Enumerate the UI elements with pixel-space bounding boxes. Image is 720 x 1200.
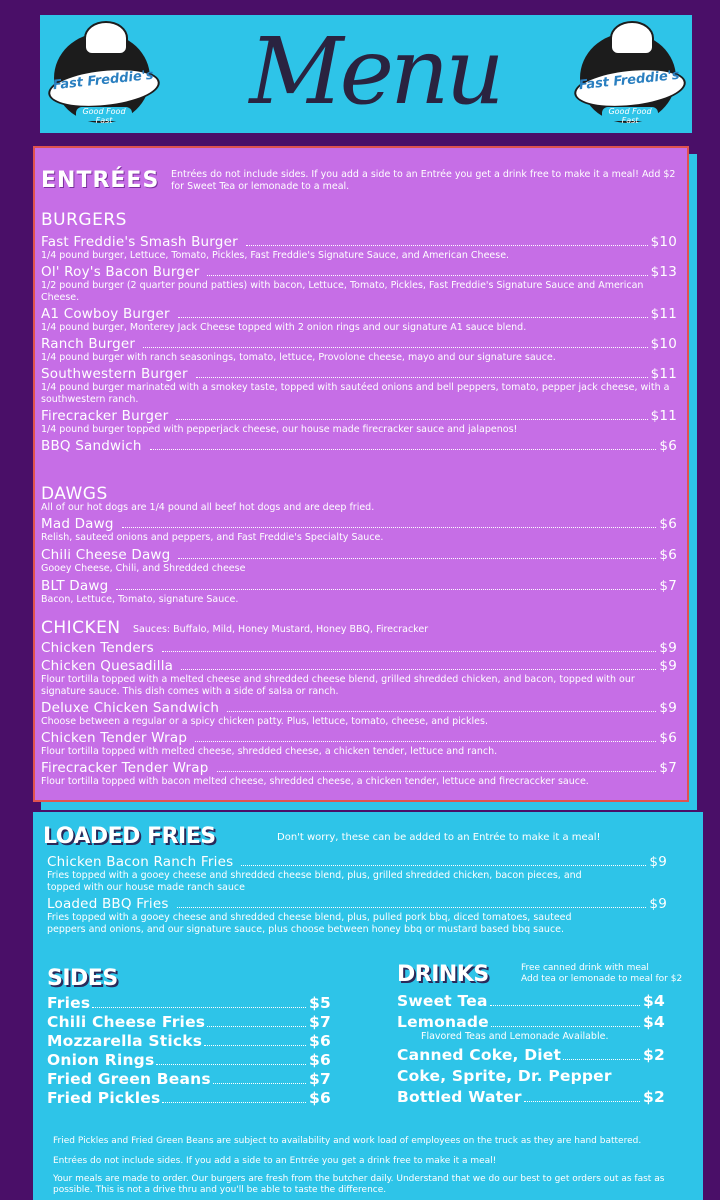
menu-item-row <box>41 547 677 563</box>
chef-hat-icon <box>610 21 654 55</box>
logo-left <box>48 21 158 127</box>
menu-item-row <box>47 1070 331 1088</box>
item-name: Sweet Tea <box>397 992 488 1010</box>
sides-heading: SIDES <box>47 966 118 991</box>
chicken-heading: CHICKEN <box>41 618 121 638</box>
loaded-fries-note: Don't worry, these can be added to an Entrée to make it a meal! <box>277 832 601 843</box>
burgers-list <box>41 234 677 456</box>
item-price: $10 <box>650 336 677 352</box>
dot-leader <box>122 527 657 528</box>
menu-item <box>397 1013 665 1043</box>
item-name: Deluxe Chicken Sandwich <box>41 700 220 716</box>
item-name: Chicken Tender Wrap <box>41 730 188 746</box>
menu-item <box>41 366 677 406</box>
menu-item-row <box>47 1032 331 1050</box>
menu-item <box>41 336 677 364</box>
item-price: $6 <box>309 1032 331 1050</box>
item-price: $4 <box>643 992 665 1010</box>
logo-name: Fast Freddie's <box>52 67 155 94</box>
dawgs-heading: DAWGS <box>41 484 108 504</box>
item-description: 1/4 pound burger with ranch seasonings, tomato, lettuce, Provolone cheese, mayo and our signature sauce. <box>41 352 556 363</box>
item-description: Choose between a regular or a spicy chicken patty. Plus, lettuce, tomato, cheese, and pickles. <box>41 716 488 727</box>
menu-item-row <box>397 1067 665 1085</box>
menu-item <box>47 994 331 1012</box>
menu-item-row <box>47 1089 331 1107</box>
item-price: $7 <box>309 1013 331 1031</box>
dot-leader <box>178 558 656 559</box>
item-price: $10 <box>650 234 677 250</box>
item-price: $6 <box>309 1051 331 1069</box>
item-description: Relish, sauteed onions and peppers, and Fast Freddie's Specialty Sauce. <box>41 532 384 543</box>
dot-leader <box>207 275 647 276</box>
menu-item <box>41 578 677 606</box>
item-price: $2 <box>643 1088 665 1106</box>
menu-item <box>397 1088 665 1106</box>
item-name: Mad Dawg <box>41 516 114 532</box>
item-name: BLT Dawg <box>41 578 109 594</box>
item-price: $7 <box>659 760 677 776</box>
menu-item <box>41 438 677 454</box>
item-description: Gooey Cheese, Chili, and Shredded cheese <box>41 563 246 574</box>
item-price: $9 <box>659 658 677 674</box>
menu-item-row <box>41 760 677 776</box>
item-name: Coke, Sprite, Dr. Pepper <box>397 1067 612 1085</box>
menu-item <box>47 1013 331 1031</box>
item-name: Lemonade <box>397 1013 489 1031</box>
menu-item <box>397 992 665 1010</box>
item-price: $6 <box>659 516 677 532</box>
burgers-heading: BURGERS <box>41 210 127 230</box>
menu-item <box>41 547 677 575</box>
dot-leader <box>150 449 657 450</box>
fries-sides-drinks-panel <box>33 812 703 1200</box>
item-price: $7 <box>659 578 677 594</box>
item-name: Fast Freddie's Smash Burger <box>41 234 238 250</box>
dot-leader <box>207 1026 306 1027</box>
item-description: Flour tortilla topped with a melted cheese and shredded cheese blend, grilled shredded chicken, and bacon, topped with our signature sauce. This dish comes with a side of salsa or ranch. <box>41 674 635 697</box>
dot-leader <box>176 419 647 420</box>
drinks-heading: DRINKS <box>397 962 489 987</box>
menu-item-row <box>41 640 677 656</box>
footer-note-availability: Fried Pickles and Fried Green Beans are subject to availability and work load of employees on the truck as they are hand battered. <box>53 1136 642 1146</box>
menu-item <box>41 306 677 334</box>
menu-item-row <box>47 994 331 1012</box>
dot-leader <box>204 1045 306 1046</box>
dot-leader <box>116 589 656 590</box>
item-name: Canned Coke, Diet <box>397 1046 562 1064</box>
item-name: Loaded BBQ Fries <box>47 896 169 912</box>
chicken-list <box>41 640 677 790</box>
menu-item <box>397 1067 665 1085</box>
entrees-panel <box>33 146 689 802</box>
item-description: Flour tortilla topped with bacon melted cheese, shredded cheese, a chicken tender, lettuce and firecraccker sauce. <box>41 776 589 787</box>
item-price: $6 <box>659 438 677 454</box>
item-name: Ol' Roy's Bacon Burger <box>41 264 200 280</box>
menu-item-row <box>41 366 677 382</box>
item-price: $6 <box>309 1089 331 1107</box>
menu-item <box>41 234 677 262</box>
menu-item-row <box>397 1046 665 1064</box>
dot-leader <box>92 1007 306 1008</box>
item-description: 1/2 pound burger (2 quarter pound patties) with bacon, Lettuce, Tomato, Pickles, Fast Freddie's Signature Sauce and American Cheese. <box>41 280 644 303</box>
menu-item <box>41 516 677 544</box>
dot-leader <box>217 771 657 772</box>
dot-leader <box>490 1005 640 1006</box>
item-price: $9 <box>659 640 677 656</box>
item-description: 1/4 pound burger topped with pepperjack cheese, our house made firecracker sauce and jalapenos! <box>41 424 518 435</box>
menu-item <box>41 658 677 698</box>
menu-item-row <box>41 234 677 250</box>
dawgs-note: All of our hot dogs are 1/4 pound all beef hot dogs and are deep fried. <box>41 502 375 513</box>
item-description: Fries topped with a gooey cheese and shredded cheese blend, plus, pulled pork bbq, diced tomatoes, sauteed peppers and onions, and our signature sauce, plus choose between honey bbq or mustard based bbq sauce. <box>47 912 572 935</box>
item-description: 1/4 pound burger, Monterey Jack Cheese topped with 2 onion rings and our signature A1 sauce blend. <box>41 322 527 333</box>
item-name: Chili Cheese Dawg <box>41 547 171 563</box>
item-name: A1 Cowboy Burger <box>41 306 170 322</box>
item-price: $5 <box>309 994 331 1012</box>
menu-item-row <box>41 730 677 746</box>
footer-note-fresh: Your meals are made to order. Our burgers are fresh from the butcher daily. Understand that we do our best to get orders out as fast as possible. This is not a drive thru and you'll be able to taste the difference. <box>53 1174 665 1195</box>
drinks-note-add: Add tea or lemonade to meal for $2 <box>521 974 683 984</box>
item-name: Mozzarella Sticks <box>47 1032 203 1050</box>
dot-leader <box>246 245 648 246</box>
menu-item-row <box>41 658 677 674</box>
menu-item-row <box>47 854 667 870</box>
item-description: Bacon, Lettuce, Tomato, signature Sauce. <box>41 594 239 605</box>
item-name: Fries <box>47 994 91 1012</box>
menu-item-row <box>47 896 667 912</box>
drinks-list <box>397 992 665 1109</box>
menu-item <box>397 1046 665 1064</box>
dot-leader <box>177 907 647 908</box>
item-price: $11 <box>650 306 677 322</box>
item-price: $9 <box>649 896 667 912</box>
dot-leader <box>213 1083 306 1084</box>
item-price: $2 <box>643 1046 665 1064</box>
sides-list <box>47 994 331 1108</box>
menu-item-row <box>47 1051 331 1069</box>
menu-item-row <box>41 578 677 594</box>
logo-name: Fast Freddie's <box>578 67 681 94</box>
item-price: $11 <box>650 408 677 424</box>
item-name: Chicken Tenders <box>41 640 154 656</box>
loaded-fries-list <box>47 854 667 938</box>
item-price: $6 <box>659 730 677 746</box>
dot-leader <box>143 347 647 348</box>
item-name: Fried Green Beans <box>47 1070 211 1088</box>
dot-leader <box>156 1064 306 1065</box>
item-price: $11 <box>650 366 677 382</box>
entrees-heading: ENTRÉES <box>41 168 160 193</box>
menu-item <box>47 1089 331 1107</box>
item-description: Flour tortilla topped with melted cheese, shredded cheese, a chicken tender, lettuce and ranch. <box>41 746 498 757</box>
item-price: $9 <box>659 700 677 716</box>
menu-item <box>41 640 677 656</box>
menu-item <box>41 700 677 728</box>
menu-item <box>41 408 677 436</box>
item-name: Chicken Quesadilla <box>41 658 174 674</box>
menu-item <box>41 264 677 304</box>
item-price: $4 <box>643 1013 665 1031</box>
logo-right <box>574 21 684 127</box>
menu-item <box>41 760 677 788</box>
item-name: Ranch Burger <box>41 336 136 352</box>
dot-leader <box>196 377 648 378</box>
menu-item <box>47 896 667 936</box>
item-name: Firecracker Burger <box>41 408 169 424</box>
menu-item <box>47 854 667 894</box>
dot-leader <box>178 317 648 318</box>
dot-leader <box>241 865 646 866</box>
dot-leader <box>524 1101 640 1102</box>
menu-item-row <box>41 516 677 532</box>
menu-item-row <box>397 1013 665 1031</box>
menu-item-row <box>397 1088 665 1106</box>
menu-item-row <box>41 700 677 716</box>
item-price: $9 <box>649 854 667 870</box>
item-note: Flavored Teas and Lemonade Available. <box>421 1031 609 1042</box>
item-description: 1/4 pound burger, Lettuce, Tomato, Pickles, Fast Freddie's Signature Sauce, and American Cheese. <box>41 250 510 261</box>
item-name: Firecracker Tender Wrap <box>41 760 209 776</box>
item-price: $13 <box>650 264 677 280</box>
item-description: 1/4 pound burger marinated with a smokey taste, topped with sautéed onions and bell peppers, tomato, pepper jack cheese, with a southwestern ranch. <box>41 382 670 405</box>
menu-item <box>47 1032 331 1050</box>
menu-item-row <box>47 1013 331 1031</box>
item-price: $7 <box>309 1070 331 1088</box>
menu-item-row <box>41 264 677 280</box>
page-title: Menu <box>249 18 501 125</box>
dawgs-list <box>41 516 677 609</box>
footer-note-sides: Entrées do not include sides. If you add a side to an Entrée you get a drink free to make it a meal! <box>53 1156 497 1166</box>
item-name: Fried Pickles <box>47 1089 161 1107</box>
dot-leader <box>195 741 656 742</box>
chicken-sauces-note: Sauces: Buffalo, Mild, Honey Mustard, Honey BBQ, Firecracker <box>133 624 429 635</box>
item-name: Chicken Bacon Ranch Fries <box>47 854 234 870</box>
entrees-note: Entrées do not include sides. If you add a side to an Entrée you get a drink free to make it a meal! Add $2 for Sweet Tea or lemonade to a meal. <box>171 169 676 192</box>
menu-item-row <box>41 336 677 352</box>
chef-hat-icon <box>84 21 128 55</box>
menu-item <box>47 1070 331 1088</box>
item-name: Southwestern Burger <box>41 366 188 382</box>
menu-item <box>47 1051 331 1069</box>
item-description: Fries topped with a gooey cheese and shredded cheese blend, plus, grilled shredded chicken, bacon pieces, and topped with our house made ranch sauce <box>47 870 582 893</box>
menu-item <box>41 730 677 758</box>
item-name: Bottled Water <box>397 1088 522 1106</box>
item-name: Onion Rings <box>47 1051 155 1069</box>
logo-tagline: Good Food Fast <box>82 107 126 125</box>
drinks-note-free: Free canned drink with meal <box>521 963 649 973</box>
dot-leader <box>162 1102 306 1103</box>
item-name: BBQ Sandwich <box>41 438 142 454</box>
menu-item-row <box>41 438 677 454</box>
dot-leader <box>227 711 656 712</box>
menu-item-row <box>41 306 677 322</box>
dot-leader <box>563 1059 640 1060</box>
item-price: $6 <box>659 547 677 563</box>
menu-item-row <box>41 408 677 424</box>
dot-leader <box>491 1026 640 1027</box>
dot-leader <box>162 651 656 652</box>
logo-tagline: Good Food Fast <box>608 107 652 125</box>
dot-leader <box>181 669 656 670</box>
item-name: Chili Cheese Fries <box>47 1013 206 1031</box>
menu-item-row <box>397 992 665 1010</box>
loaded-fries-heading: LOADED FRIES <box>43 824 216 849</box>
